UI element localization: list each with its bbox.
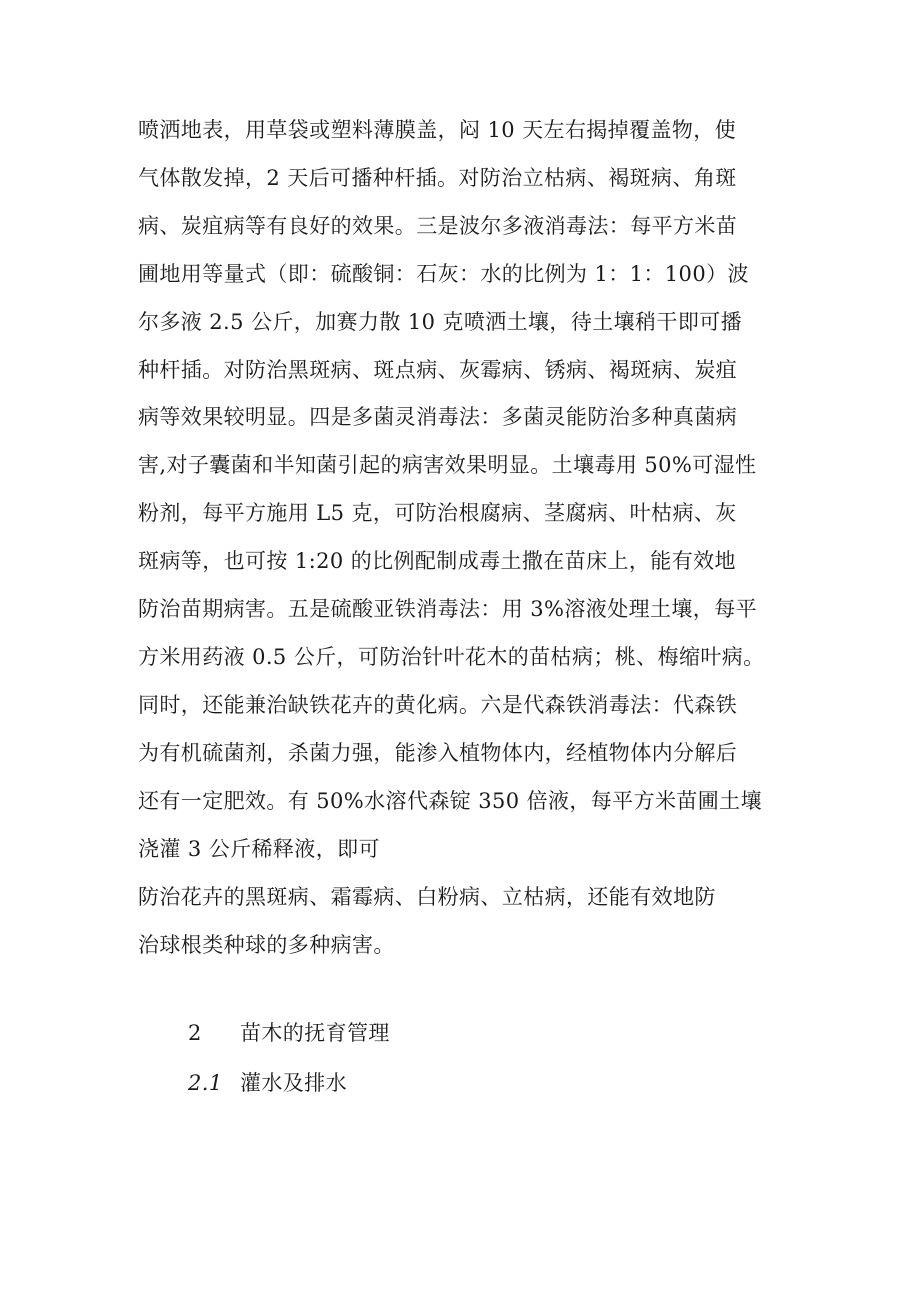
body-line-14: 为有机硫菌剂，杀菌力强，能渗入植物体内，经植物体内分解后 bbox=[138, 741, 738, 765]
body-line-3: 病、炭疽病等有良好的效果。三是波尔多液消毒法：每平方米苗 bbox=[138, 214, 738, 238]
body-line-6: 种杆插。对防治黑斑病、斑点病、灰霉病、锈病、褐斑病、炭疽 bbox=[138, 358, 738, 382]
body-line-5: 尔多液 2.5 公斤，加赛力散 10 克喷洒土壤，待土壤稍干即可播 bbox=[138, 310, 743, 334]
section-title: 苗木的抚育管理 bbox=[240, 1021, 390, 1045]
body-line-2: 气体散发掉，2 天后可播种杆插。对防治立枯病、褐斑病、角斑 bbox=[138, 166, 737, 190]
body-line-7: 病等效果较明显。四是多菌灵消毒法：多菌灵能防治多种真菌病 bbox=[138, 405, 738, 429]
body-line-17: 防治花卉的黑斑病、霜霉病、白粉病、立枯病，还能有效地防 bbox=[138, 885, 716, 909]
body-line-15: 还有一定肥效。有 50%水溶代森锭 350 倍液，每平方米苗圃土壤 bbox=[138, 789, 762, 813]
body-line-13: 同时，还能兼治缺铁花卉的黄化病。六是代森铁消毒法：代森铁 bbox=[138, 693, 738, 717]
body-line-8: 害,对子囊菌和半知菌引起的病害效果明显。土壤毒用 50%可湿性 bbox=[138, 453, 757, 477]
body-line-12: 方米用药液 0.5 公斤，可防治针叶花木的苗枯病；桃、梅缩叶病。 bbox=[138, 645, 765, 669]
body-line-16: 浇灌 3 公斤稀释液，即可 bbox=[138, 837, 380, 861]
subsection-number: 2.1 bbox=[188, 1071, 223, 1095]
body-line-18: 治球根类种球的多种病害。 bbox=[138, 933, 395, 957]
section-number: 2 bbox=[188, 1021, 202, 1045]
body-line-4: 圃地用等量式（即：硫酸铜：石灰：水的比例为 1：1：100）波 bbox=[138, 262, 749, 286]
body-line-11: 防治苗期病害。五是硫酸亚铁消毒法：用 3%溶液处理土壤，每平 bbox=[138, 597, 757, 621]
subsection-title: 灌水及排水 bbox=[240, 1071, 347, 1095]
body-line-1: 喷洒地表，用草袋或塑料薄膜盖，闷 10 天左右揭掉覆盖物，使 bbox=[138, 118, 737, 142]
body-line-10: 斑病等，也可按 1:20 的比例配制成毒土撒在苗床上，能有效地 bbox=[138, 549, 736, 573]
body-line-9: 粉剂，每平方施用 L5 克，可防治根腐病、茎腐病、叶枯病、灰 bbox=[138, 501, 737, 525]
